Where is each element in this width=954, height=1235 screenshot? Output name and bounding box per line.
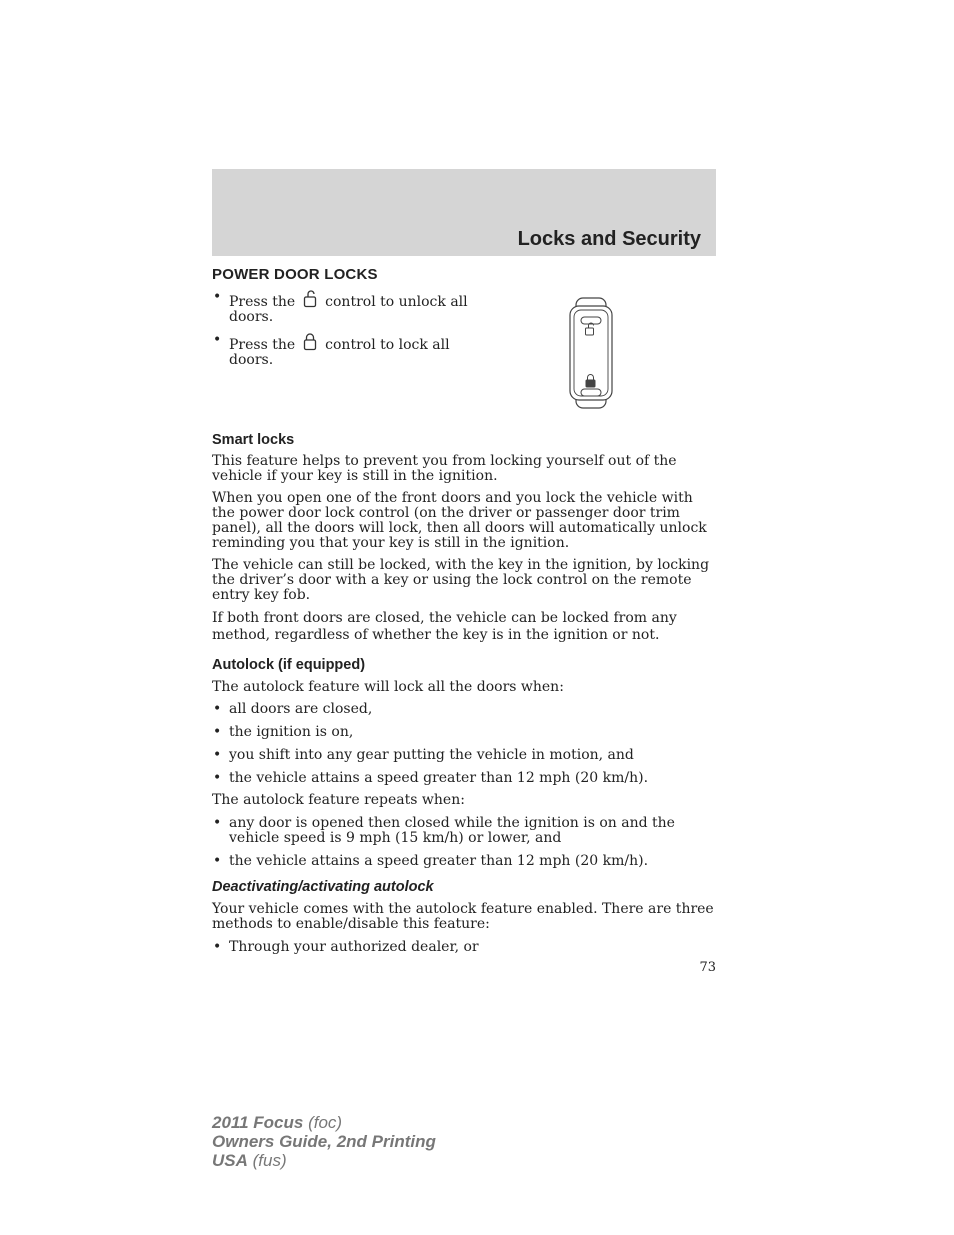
deactivating-paragraph: Your vehicle comes with the autolock feature enabled. There are three methods to enable/disable this feature: — [212, 901, 714, 932]
list-item — [212, 290, 482, 325]
footer-model-code: (foc) — [303, 1113, 343, 1132]
bullet-text: Press the — [229, 337, 296, 353]
list-item: • the vehicle attains a speed greater than 12 mph (20 km/h). — [212, 854, 716, 869]
list-item — [212, 333, 482, 368]
list-item: • any door is opened then closed while the ignition is on and the vehicle speed is 9 mph (15 km/h) or lower, and — [212, 816, 716, 846]
bullet-text: doors. — [229, 352, 274, 368]
unlock-icon — [301, 290, 319, 308]
list-item: • the ignition is on, — [212, 725, 716, 740]
smart-locks-heading: Smart locks — [212, 432, 295, 448]
section-header-band — [212, 169, 716, 256]
autolock-repeat-intro: The autolock feature repeats when: — [212, 792, 465, 808]
section-title: Locks and Security — [517, 228, 701, 250]
bullet-text: doors. — [229, 309, 274, 325]
autolock-heading: Autolock (if equipped) — [212, 657, 366, 673]
power-lock-switch-illustration — [566, 297, 616, 409]
bullet-text: control to unlock all — [325, 294, 468, 310]
smart-locks-paragraph: The vehicle can still be locked, with the key in the ignition, by locking the driver’s door with a key or using the lock control on the remote entry key fob. — [212, 557, 710, 603]
document-footer — [212, 1113, 436, 1170]
power-lock-list — [212, 290, 482, 368]
autolock-repeat-list — [212, 816, 716, 869]
footer-market-code: (fus) — [247, 1151, 287, 1170]
autolock-conditions-list — [212, 702, 716, 786]
list-item: • you shift into any gear putting the vehicle in motion, and — [212, 748, 716, 763]
smart-locks-paragraph: If both front doors are closed, the vehicle can be locked from any method, regardless of whether the key is in the ignition or not. — [212, 610, 677, 643]
bullet-text: Press the — [229, 294, 296, 310]
footer-model: 2011 Focus — [212, 1113, 304, 1132]
smart-locks-paragraph: This feature helps to prevent you from locking yourself out of the vehicle if your key is still in the ignition. — [212, 453, 677, 484]
deactivating-methods-list — [212, 940, 716, 955]
list-item: • Through your authorized dealer, or — [212, 940, 716, 955]
page-content — [212, 266, 716, 955]
footer-guide: Owners Guide, 2nd Printing — [212, 1132, 436, 1151]
list-item: • the vehicle attains a speed greater than 12 mph (20 km/h). — [212, 771, 716, 786]
page-number: 73 — [699, 960, 716, 975]
smart-locks-paragraph: When you open one of the front doors and you lock the vehicle with the power door lock control (on the driver or passenger door trim panel), all the doors will lock, then all doors will automatically unlock reminding you that your key is still in the ignition. — [212, 490, 707, 551]
footer-market: USA — [212, 1151, 248, 1170]
list-item: • all doors are closed, — [212, 702, 716, 717]
power-door-locks-heading: POWER DOOR LOCKS — [212, 266, 378, 283]
bullet-text: control to lock all — [325, 337, 450, 353]
autolock-intro: The autolock feature will lock all the doors when: — [212, 679, 564, 695]
lock-icon — [301, 333, 319, 351]
deactivating-autolock-heading: Deactivating/activating autolock — [212, 879, 434, 895]
